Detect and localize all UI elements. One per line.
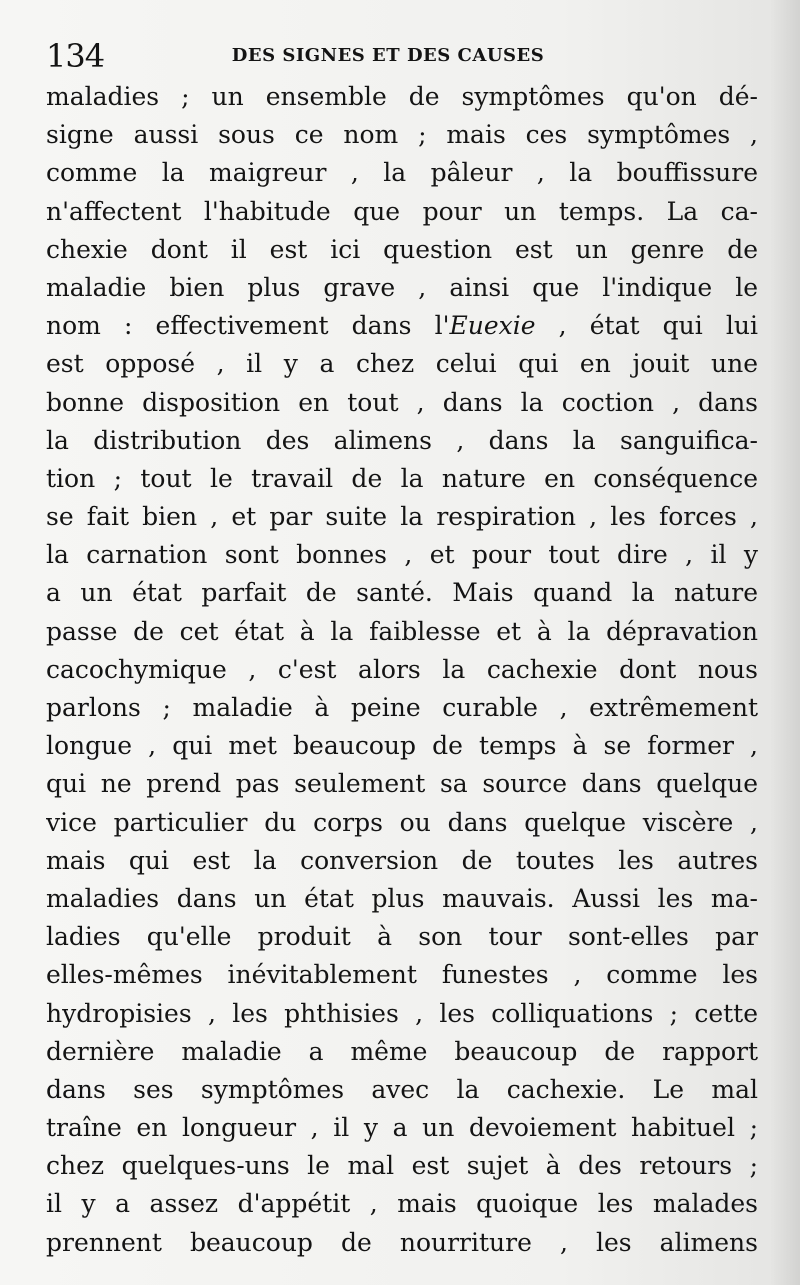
text-line: bonne disposition en tout , dans la coction , dans: [46, 387, 758, 417]
text-line: qui ne prend pas seulement sa source dans quelque: [46, 769, 758, 799]
text-line: a un état parfait de santé. Mais quand la nature: [46, 578, 758, 608]
text-line: maladies dans un état plus mauvais. Aussi les ma-: [46, 883, 758, 913]
text-line: maladie bien plus grave , ainsi que l'indique le: [46, 272, 758, 302]
text-line: la distribution des alimens , dans la sanguifica-: [46, 425, 758, 455]
text-line: longue , qui met beaucoup de temps à se former ,: [46, 731, 758, 761]
text-line: se fait bien , et par suite la respiration , les forces ,: [46, 502, 758, 532]
text-line: passe de cet état à la faiblesse et à la dépravation: [46, 616, 758, 646]
running-head: DES SIGNES ET DES CAUSES: [231, 45, 545, 66]
text-line: mais qui est la conversion de toutes les autres: [46, 845, 758, 875]
text-line: chexie dont il est ici question est un genre de: [46, 234, 758, 264]
text-line: dans ses symptômes avec la cachexie. Le mal: [46, 1074, 758, 1104]
text-line: elles-mêmes inévitablement funestes , comme les: [46, 960, 758, 990]
text-line: cacochymique , c'est alors la cachexie dont nous: [46, 654, 758, 684]
text-line: est opposé , il y a chez celui qui en jouit une: [46, 349, 758, 379]
text-line: tion ; tout le travail de la nature en conséquence: [46, 463, 758, 493]
text-line: il y a assez d'appétit , mais quoique les malades: [46, 1189, 758, 1219]
text-line: signe aussi sous ce nom ; mais ces symptômes ,: [46, 120, 758, 150]
text-line: traîne en longueur , il y a un devoiement habituel ;: [46, 1113, 758, 1143]
page-edge-shadow: [770, 0, 800, 1285]
text-line: chez quelques-uns le mal est sujet à des retours ;: [46, 1151, 758, 1181]
page-number: 134: [46, 37, 105, 75]
text-line: maladies ; un ensemble de symptômes qu'on dé-: [46, 82, 758, 111]
body-text: [46, 78, 758, 1262]
text-line: parlons ; maladie à peine curable , extrêmement: [46, 693, 758, 722]
text-line: dernière maladie a même beaucoup de rapport: [46, 1036, 758, 1066]
text-line: prennent beaucoup de nourriture , les alimens: [46, 1227, 758, 1257]
text-line: vice particulier du corps ou dans quelque viscère ,: [46, 807, 758, 837]
text-line: comme la maigreur , la pâleur , la bouffissure: [46, 158, 758, 188]
text-segment: , état qui lui: [558, 311, 758, 341]
text-line: n'affectent l'habitude que pour un temps. La ca-: [46, 196, 758, 226]
text-segment: nom : effectivement dans l': [46, 311, 450, 341]
italic-term: Euexie: [449, 311, 536, 341]
text-line: ladies qu'elle produit à son tour sont-elles par: [46, 922, 758, 952]
text-line: la carnation sont bonnes , et pour tout dire , il y: [46, 540, 758, 570]
text-line-with-italic: [46, 307, 758, 345]
text-line: hydropisies , les phthisies , les colliquations ; cette: [46, 998, 758, 1028]
page-header: [46, 36, 760, 76]
